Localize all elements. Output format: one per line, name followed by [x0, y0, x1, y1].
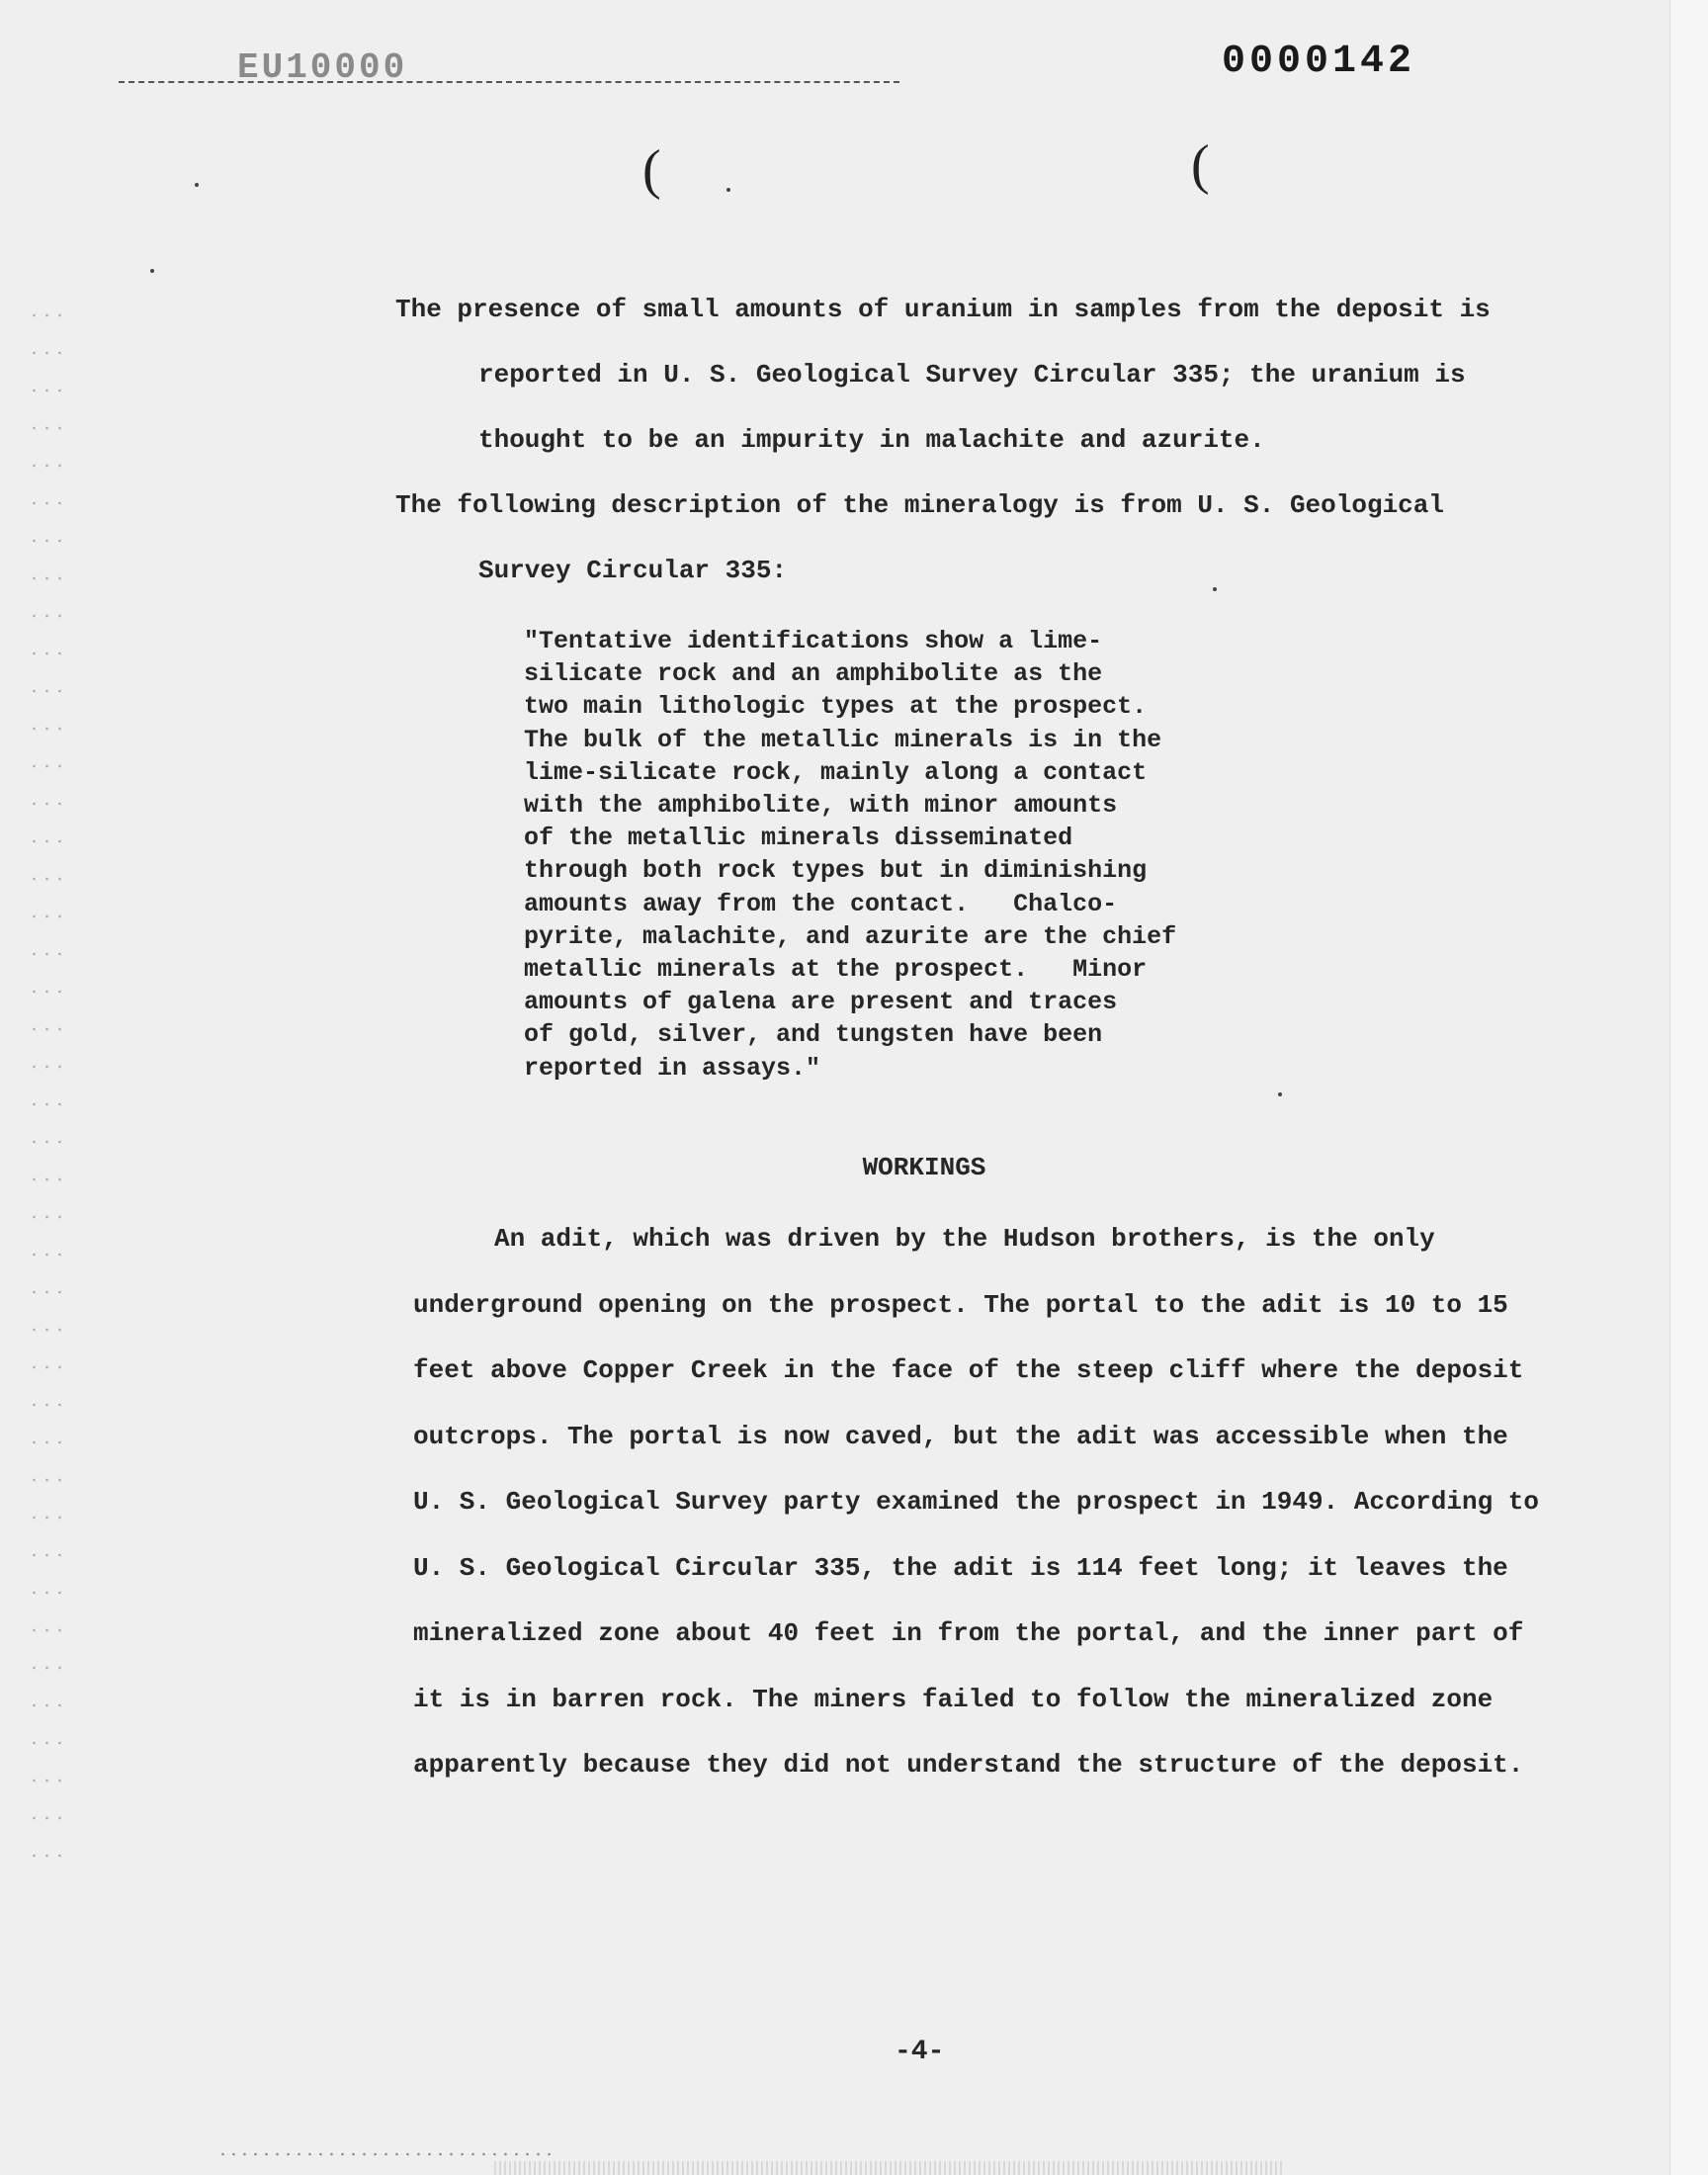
header-rule [119, 81, 899, 83]
quote-line: reported in assays." [524, 1053, 821, 1083]
quote-line: "Tentative identifications show a lime- [524, 627, 1103, 655]
quote-line: The bulk of the metallic minerals is in the [524, 725, 1162, 754]
scan-speckle-bottom [217, 2150, 554, 2158]
punch-hole-mark-left: ( [642, 139, 661, 201]
quote-line: through both rock types but in diminishing [524, 856, 1148, 886]
uranium-paragraph: The presence of small amounts of uranium in samples from the deposit is reported in U. S. Geological Survey Circular 335; the uranium is thought to be an impurity in malachite and azurite. [395, 295, 1491, 455]
workings-paragraph: An adit, which was driven by the Hudson brothers, is the only underground opening on the prospect. The portal to the adit is 10 to 15 feet above Copper Creek in the face of the steep cliff where the deposit outcrops. The portal is now caved, but the adit was accessible when the U. S. Geological Survey party examined the prospect in 1949. According to U. S. Geological Circular 335, the adit is 114 feet long; it leaves the mineralized zone about 40 feet in from the portal, and the inner part of it is in barren rock. The miners failed to follow the mineralized zone apparently because they did not understand the structure of the deposit. [413, 1224, 1539, 1780]
workings-heading: WORKINGS [862, 1153, 986, 1182]
scan-speck [1278, 1092, 1282, 1096]
quote-line: two main lithologic types at the prospect. [524, 692, 1148, 722]
quote-line: with the amphibolite, with minor amounts [524, 791, 1118, 821]
quote-line: pyrite, malachite, and azurite are the chief [524, 921, 1177, 951]
quote-line: metallic minerals at the prospect. Minor [524, 955, 1148, 985]
punch-hole-mark-right: ( [1191, 134, 1210, 196]
scan-speck [195, 183, 199, 187]
quote-line: amounts away from the contact. Chalco- [524, 889, 1118, 918]
page-number: -4- [895, 2037, 945, 2067]
quote-line: of gold, silver, and tungsten have been [524, 1020, 1103, 1050]
quote-line: of the metallic minerals disseminated [524, 824, 1073, 853]
mineralogy-intro-paragraph: The following description of the mineralogy is from U. S. Geological Survey Circular 335: [395, 490, 1444, 585]
scan-speck [150, 269, 154, 273]
faded-document-id: EU10000 [237, 47, 408, 88]
quote-line: lime-silicate rock, mainly along a contact [524, 757, 1148, 787]
mineralogy-quote [524, 625, 1255, 1085]
scan-speckle-margin [28, 297, 67, 1878]
scan-right-edge [1669, 0, 1708, 2175]
document-number: 0000142 [1222, 40, 1416, 84]
scan-speck [726, 188, 730, 192]
scan-edge-strip [494, 2161, 1285, 2175]
quote-line: amounts of galena are present and traces [524, 988, 1118, 1017]
quote-line: silicate rock and an amphibolite as the [524, 659, 1103, 689]
